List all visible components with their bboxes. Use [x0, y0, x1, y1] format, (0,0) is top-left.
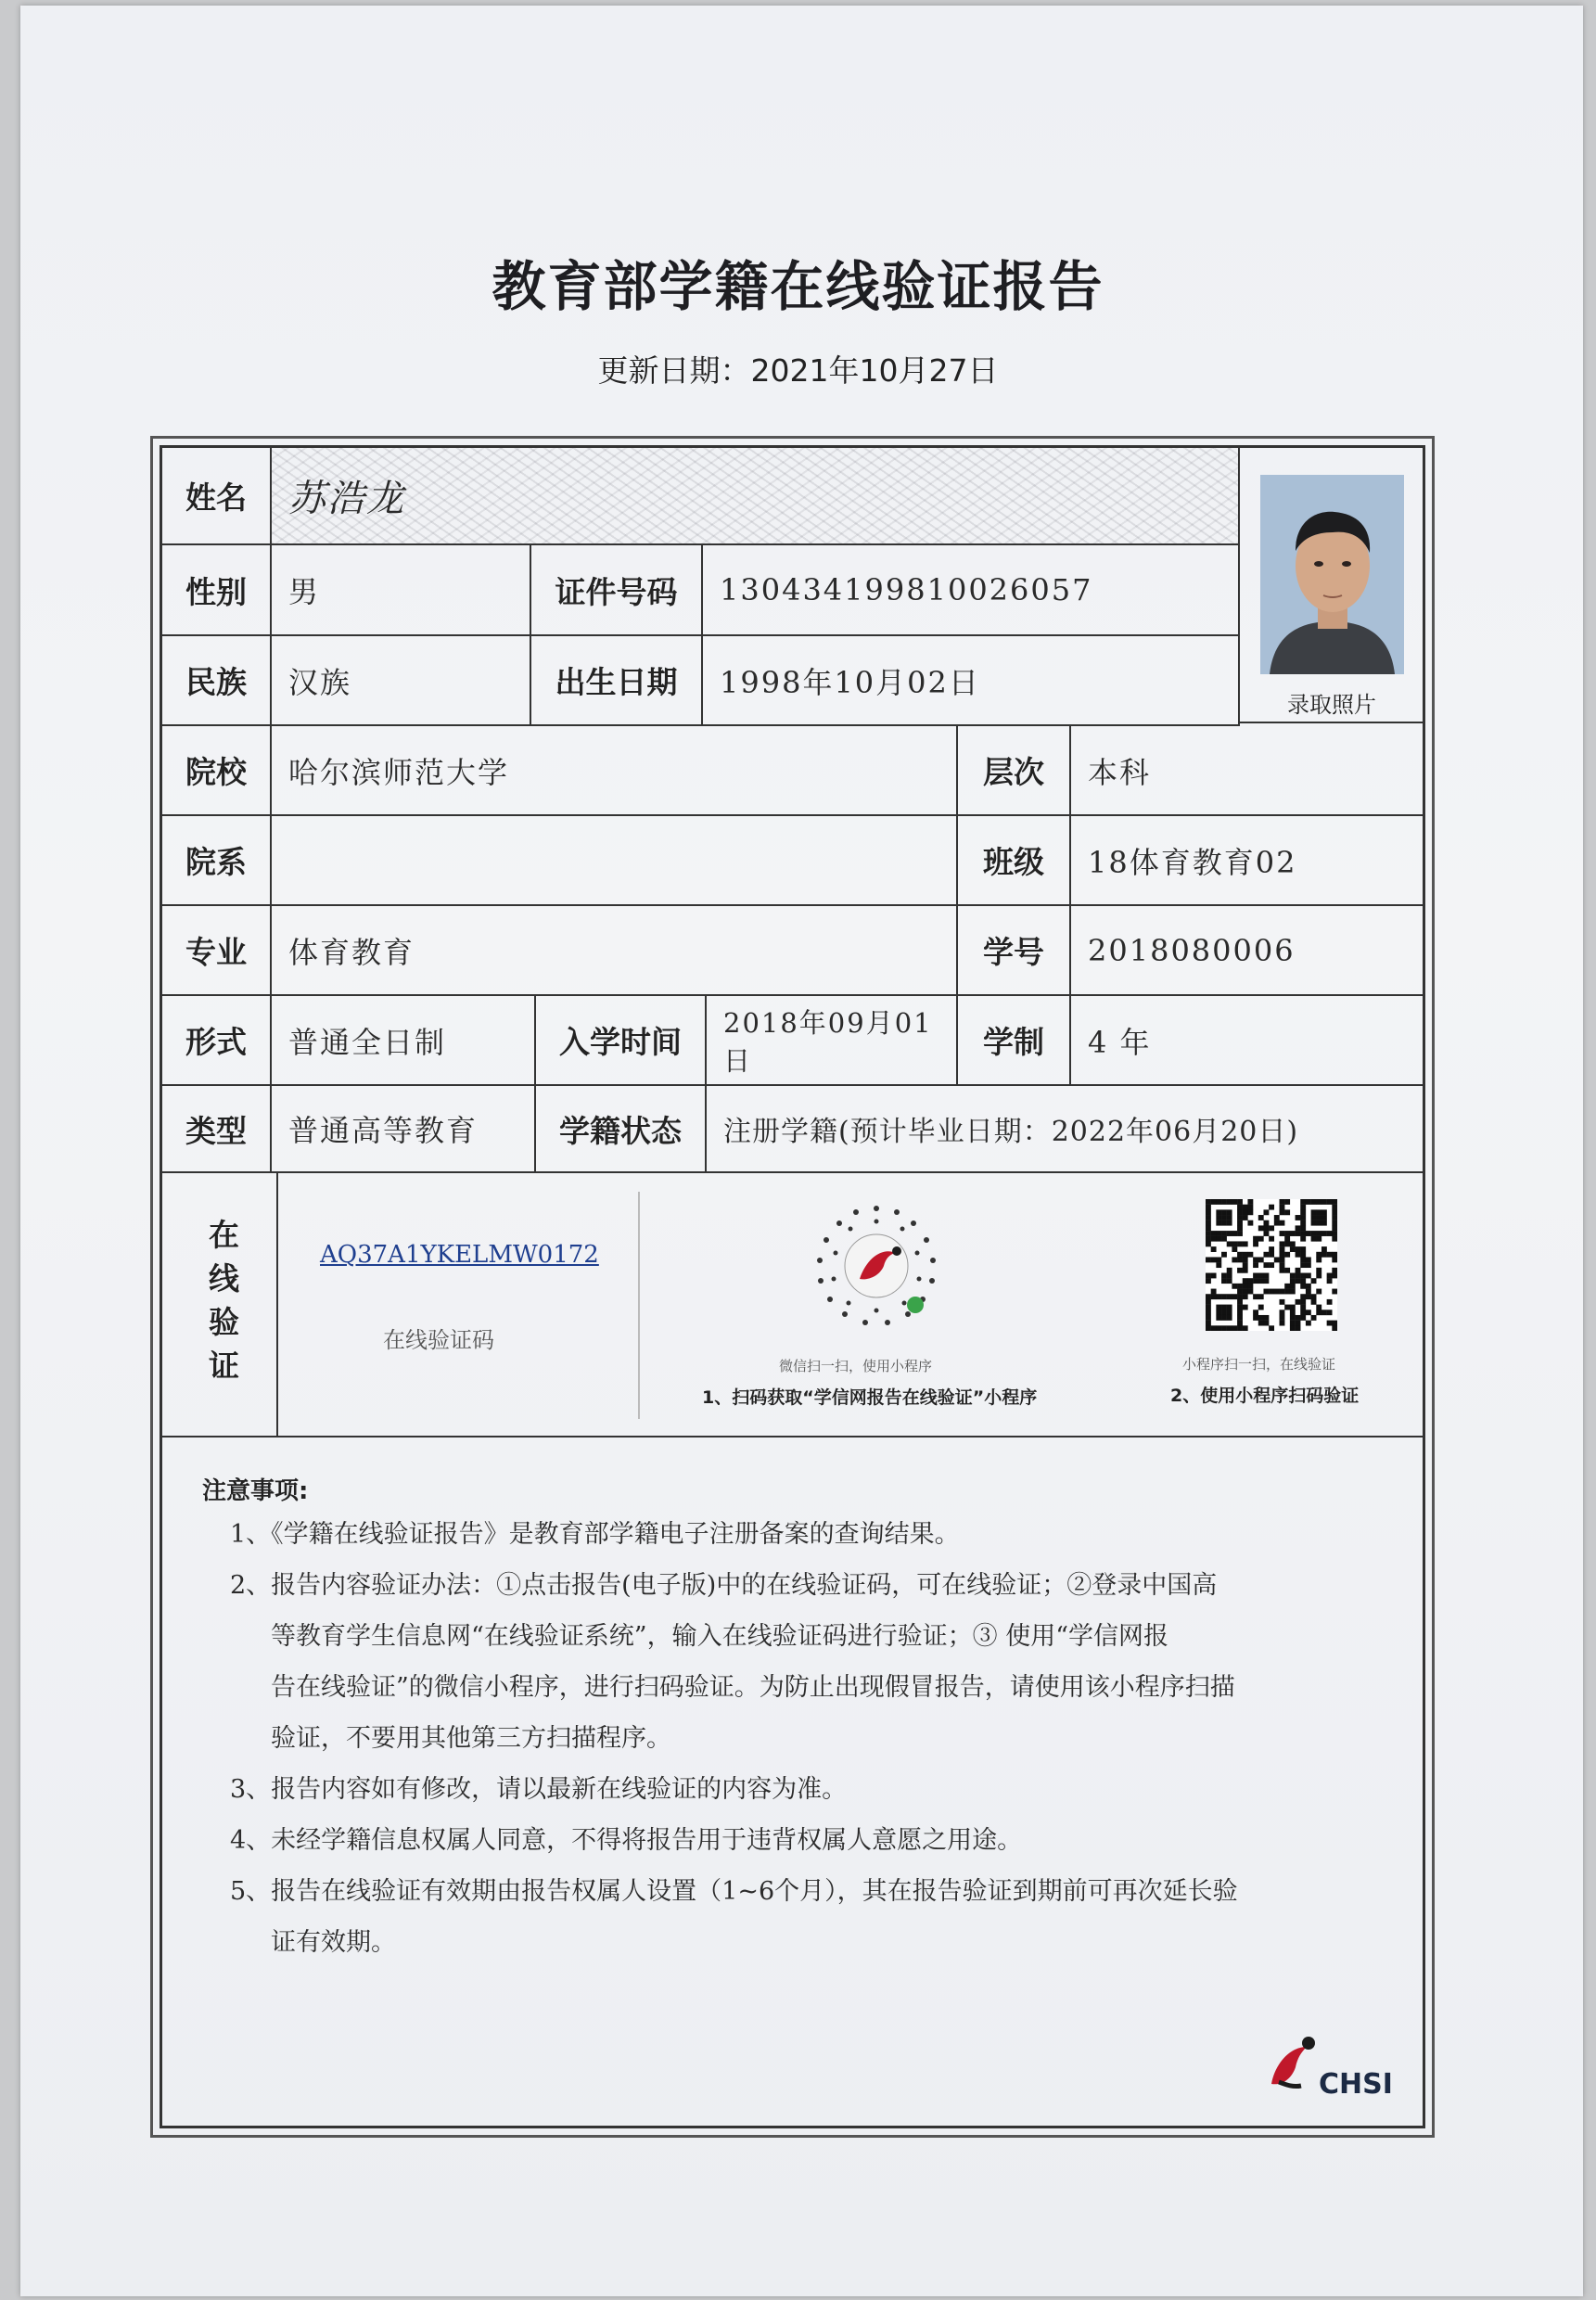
status-label: 学籍状态 [536, 1086, 707, 1173]
gender-label: 性别 [162, 545, 272, 636]
note-4: 4、未经学籍信息权属人同意，不得将报告用于违背权属人意愿之用途。 [230, 1826, 1023, 1855]
student-photo [1260, 475, 1404, 674]
verification-code-caption: 在线验证码 [383, 1327, 494, 1353]
level-label: 层次 [958, 726, 1071, 816]
gender-value: 男 [272, 545, 531, 636]
step-2-caption: 2、使用小程序扫码验证 [1170, 1386, 1360, 1406]
mini-program-code[interactable] [811, 1201, 941, 1335]
verify-label-text: 在线验证 [204, 1218, 240, 1393]
major-value: 体育教育 [272, 906, 958, 996]
note-3: 3、报告内容如有修改，请以最新在线验证的内容为准。 [230, 1775, 848, 1804]
verification-code-link[interactable]: AQ37A1YKELMW0172 [320, 1241, 599, 1269]
major-label: 专业 [162, 906, 272, 996]
note-2b: 等教育学生信息网“在线验证系统”，输入在线验证码进行验证；③ 使用“学信网报 [271, 1622, 1168, 1651]
class-value: 18体育教育02 [1071, 816, 1425, 906]
birth-value: 1998年10月02日 [703, 636, 1240, 726]
verify-label [167, 1173, 278, 1438]
notes-title: 注意事项: [202, 1477, 309, 1505]
qr-caption: 小程序扫一扫，在线验证 [1182, 1356, 1336, 1373]
note-2c: 告在线验证”的微信小程序，进行扫码验证。为防止出现假冒报告，请使用该小程序扫描 [271, 1673, 1235, 1702]
ethnicity-value: 汉族 [272, 636, 531, 726]
name-label: 姓名 [162, 448, 272, 545]
class-label: 班级 [958, 816, 1071, 906]
school-label: 院校 [162, 726, 272, 816]
school-value: 哈尔滨师范大学 [272, 726, 958, 816]
ethnicity-label: 民族 [162, 636, 272, 726]
form-label: 形式 [162, 996, 272, 1086]
duration-label: 学制 [958, 996, 1071, 1086]
id-label: 证件号码 [531, 545, 703, 636]
note-2a: 2、报告内容验证办法：①点击报告(电子版)中的在线验证码，可在线验证；②登录中国高 [230, 1571, 1218, 1600]
mini-program-caption: 微信扫一扫，使用小程序 [779, 1358, 933, 1374]
level-value: 本科 [1071, 726, 1425, 816]
type-value: 普通高等教育 [272, 1086, 536, 1173]
photo-box [1240, 453, 1424, 723]
note-5a: 5、报告在线验证有效期由报告权属人设置（1~6个月），其在报告验证到期前可再次延长验 [230, 1877, 1238, 1906]
verify-divider [638, 1192, 640, 1419]
enroll-label: 入学时间 [536, 996, 707, 1086]
birth-label: 出生日期 [531, 636, 703, 726]
status-value: 注册学籍(预计毕业日期：2022年06月20日) [707, 1086, 1425, 1173]
student-no-value: 2018080006 [1071, 906, 1425, 996]
student-no-label: 学号 [958, 906, 1071, 996]
step-1-caption: 1、扫码获取“学信网报告在线验证”小程序 [702, 1387, 1038, 1408]
note-1: 1、《学籍在线验证报告》是教育部学籍电子注册备案的查询结果。 [230, 1520, 960, 1549]
qr-code[interactable] [1206, 1199, 1337, 1335]
name-value: 苏浩龙 [272, 448, 1240, 545]
chsi-logo-text: CHSI [1319, 2068, 1393, 2101]
note-2d: 验证，不要用其他第三方扫描程序。 [271, 1724, 671, 1753]
update-date: 更新日期：2021年10月27日 [597, 352, 999, 389]
note-5b: 证有效期。 [271, 1928, 396, 1957]
id-value: 130434199810026057 [703, 545, 1240, 636]
photo-caption: 录取照片 [1287, 692, 1376, 718]
duration-value: 4 年 [1071, 996, 1425, 1086]
form-value: 普通全日制 [272, 996, 536, 1086]
chsi-logo-icon [1266, 2026, 1321, 2095]
dept-label: 院系 [162, 816, 272, 906]
dept-value [272, 816, 958, 906]
enroll-value: 2018年09月01日 [707, 996, 958, 1086]
type-label: 类型 [162, 1086, 272, 1173]
page-title: 教育部学籍在线验证报告 [492, 255, 1104, 318]
